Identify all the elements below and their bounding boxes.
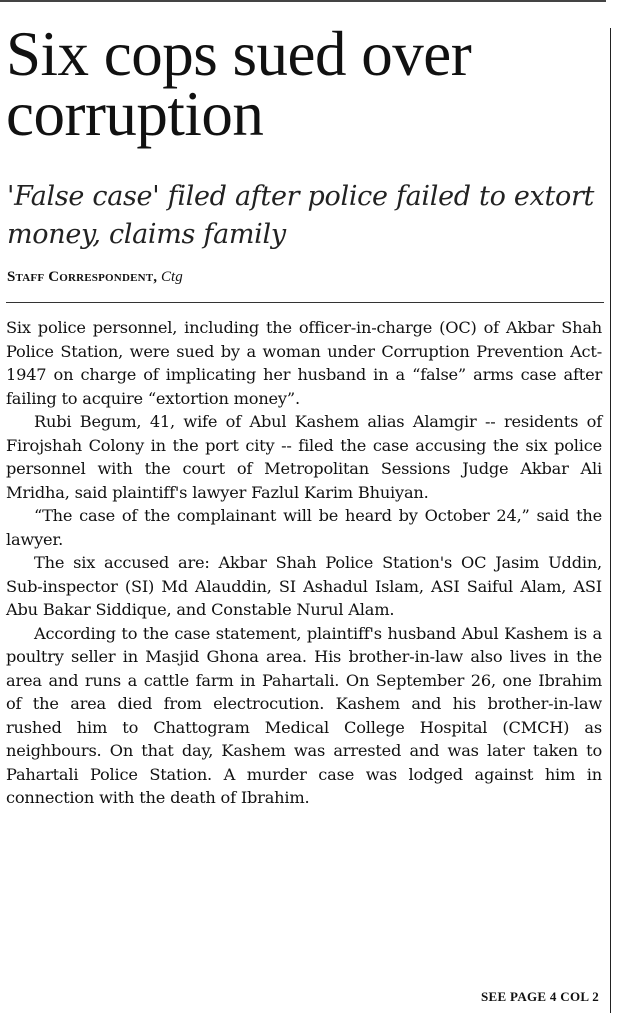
subheadline: 'False case' filed after police failed to extort money, claims family [7,181,595,250]
byline-author: Staff Correspondent, [7,269,158,285]
paragraph: According to the case statement, plaintiff's husband Abul Kashem is a poultry seller in Masjid Ghona area. His brother-in-law also lives in the area and runs a cattle farm in Pahartali. On September 26, one Ibrahim of the area died from electrocution. Kashem and his brother-in-law rushed him to Chattogram Medical College Hospital (CMCH) as neighbours. On that day, Kashem was arrested and was later taken to Pahartali Police Station. A murder case was lodged against him in connection with the death of Ibrahim. [6,623,602,807]
byline-rule [6,302,604,303]
headline: Six cops sued over corruption [6,19,472,149]
byline-location: Ctg [161,269,183,285]
paragraph: Rubi Begum, 41, wife of Abul Kashem alias Alamgir -- residents of Firojshah Colony in the port city -- filed the case accusing the six police personnel with the court of Metropolitan Sessions Judge Akbar Ali Mridha, said plaintiff's lawyer Fazlul Karim Bhuiyan. [6,412,602,502]
paragraph: The six accused are: Akbar Shah Police Station's OC Jasim Uddin, Sub-inspector (SI) Md Alauddin, SI Ashadul Islam, ASI Saiful Alam, ASI Abu Bakar Siddique, and Constable Nurul Alam. [6,553,602,619]
paragraph: Six police personnel, including the officer-in-charge (OC) of Akbar Shah Police Station, were sued by a woman under Corruption Prevention Act-1947 on charge of implicating her husband in a “false” arms case after failing to acquire “extortion money”. [6,318,602,408]
continuation-link[interactable]: SEE PAGE 4 COL 2 [481,989,599,1004]
paragraph: “The case of the complainant will be heard by October 24,” said the lawyer. [6,506,602,549]
byline [7,269,183,286]
top-rule [0,0,606,2]
article-body [6,316,602,810]
column-rule [610,28,611,1013]
